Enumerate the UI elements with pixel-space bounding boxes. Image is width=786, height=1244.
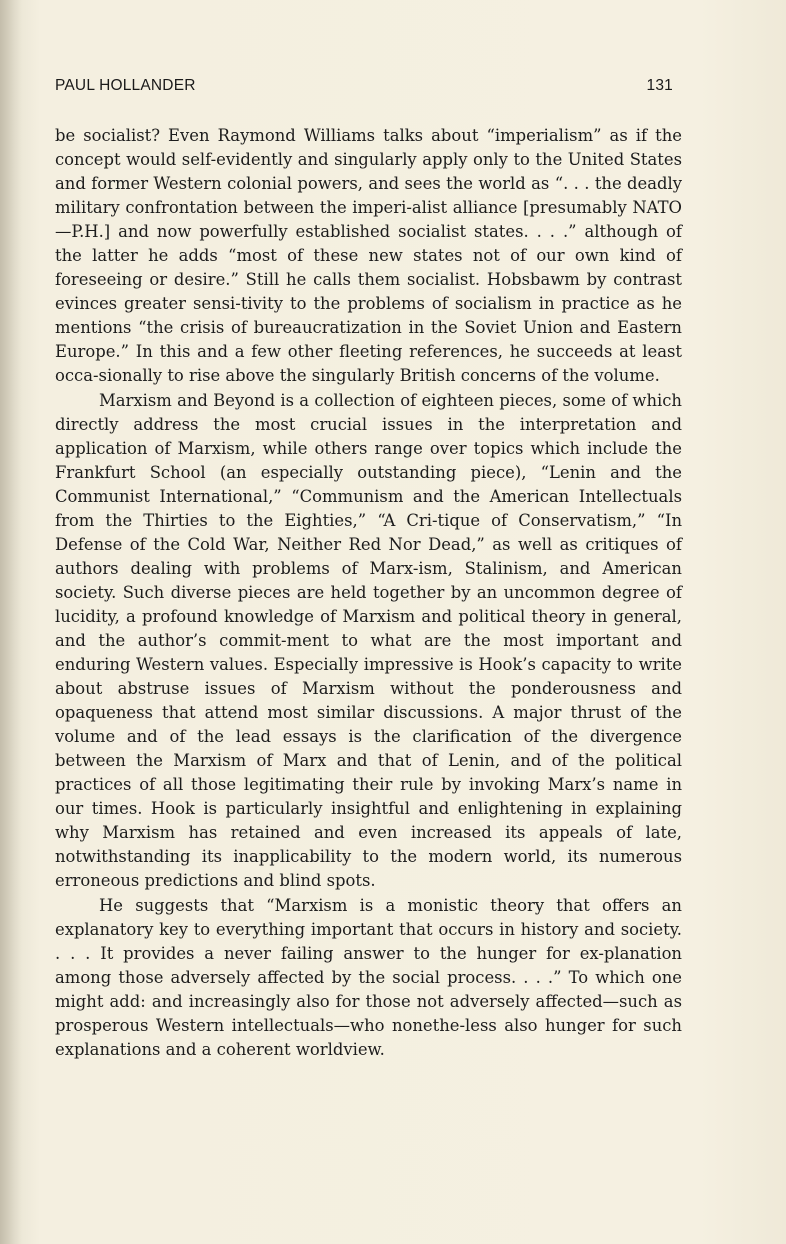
paragraph-1: be socialist? Even Raymond Williams talks about “imperialism” as if the concept would self-evidently and singularly apply only to the United States and former Western colonial powers, and sees the world as “. . . the deadly military confrontation between the imperi-alist alliance [presumably NATO—P.H.] and now powerfully established socialist states. . . .” although of the latter he adds “most of these new states not of our own kind of foreseeing or desire.” Still he calls them socialist. Hobsbawm by contrast evinces greater sensi-tivity to the problems of socialism in practice as he mentions “the crisis of bureaucratization in the Soviet Union and Eastern Europe.” In this and a few other fleeting references, he succeeds at least occa-sionally to rise above the singularly British concerns of the volume. bbox=[55, 126, 682, 386]
running-head bbox=[55, 77, 673, 99]
page-number: 131 bbox=[646, 77, 673, 94]
body-text bbox=[55, 124, 682, 1062]
paragraph-2: Marxism and Beyond is a collection of eighteen pieces, some of which directly address the most crucial issues in the interpretation and application of Marxism, while others range over topics which include the Frankfurt School (an especially outstanding piece), “Lenin and the Communist International,” “Communism and the American Intellectuals from the Thirties to the Eighties,” “A Cri-tique of Conservatism,” “In Defense of the Cold War, Neither Red Nor Dead,” as well as critiques of authors dealing with problems of Marx-ism, Stalinism, and American society. Such diverse pieces are held together by an uncommon degree of lucidity, a profound knowledge of Marxism and political theory in general, and the author’s commit-ment to what are the most important and enduring Western values. Especially impressive is Hook’s capacity to write about abstruse issues of Marxism without the ponderousness and opaqueness that attend most similar discussions. A major thrust of the volume and of the lead essays is the clarification of the divergence between the Marxism of Marx and that of Lenin, and of the political practices of all those legitimating their rule by invoking Marx’s name in our times. Hook is particularly insightful and enlightening in explaining why Marxism has retained and even increased its appeals of late, notwithstanding its inapplicability to the modern world, its numerous erroneous predictions and blind spots. bbox=[55, 390, 682, 891]
spine-shadow bbox=[0, 0, 22, 1244]
paragraph-3: He suggests that “Marxism is a monistic theory that offers an explanatory key to everything important that occurs in history and society. . . . It provides a never failing answer to the hunger for ex-planation among those adversely affected by the social process. . . .” To which one might add: and increasingly also for those not adversely affected—such as prosperous Western intellectuals—who nonethe-less also hunger for such explanations and a coherent worldview. bbox=[55, 895, 682, 1059]
running-head-author: PAUL HOLLANDER bbox=[55, 77, 196, 94]
